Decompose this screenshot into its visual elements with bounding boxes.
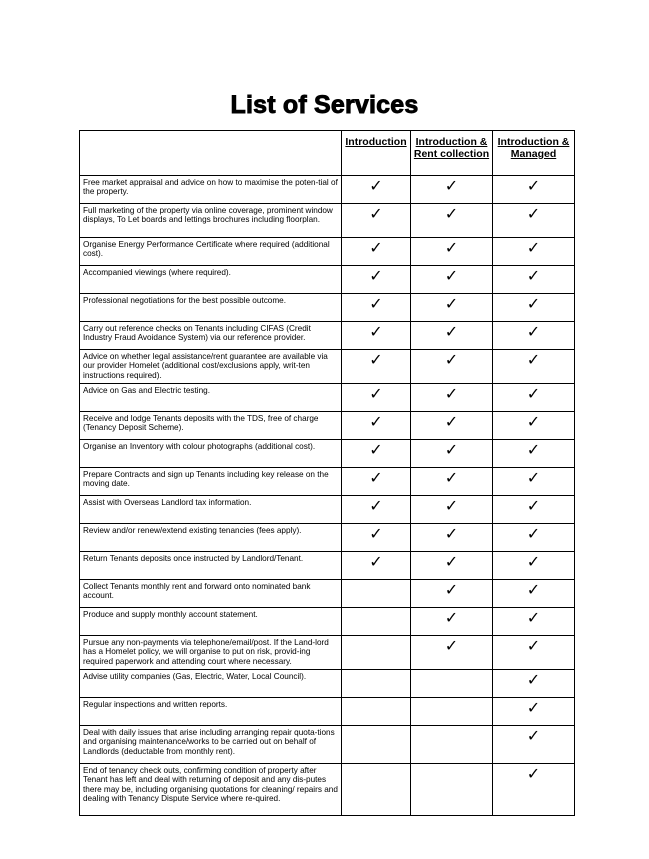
checkmark-icon: ✓ bbox=[342, 204, 411, 238]
service-description: Advise utility companies (Gas, Electric, Water, Local Council). bbox=[80, 670, 342, 698]
empty-cell bbox=[342, 764, 411, 816]
service-description: Organise an Inventory with colour photographs (additional cost). bbox=[80, 440, 342, 468]
checkmark-icon: ✓ bbox=[493, 468, 575, 496]
table-row bbox=[80, 726, 575, 764]
checkmark-icon: ✓ bbox=[493, 580, 575, 608]
service-description: Pursue any non-payments via telephone/email/post. If the Land-lord has a Homelet policy, we will organise to put on risk, provid-ing required paperwork and attending court where necessary. bbox=[80, 636, 342, 670]
service-description: Accompanied viewings (where required). bbox=[80, 266, 342, 294]
service-description: Assist with Overseas Landlord tax information. bbox=[80, 496, 342, 524]
checkmark-icon: ✓ bbox=[493, 294, 575, 322]
checkmark-icon: ✓ bbox=[493, 524, 575, 552]
table-row bbox=[80, 496, 575, 524]
checkmark-icon: ✓ bbox=[493, 636, 575, 670]
checkmark-icon: ✓ bbox=[493, 608, 575, 636]
empty-cell bbox=[411, 670, 493, 698]
services-table bbox=[79, 130, 575, 816]
table-row bbox=[80, 176, 575, 204]
checkmark-icon: ✓ bbox=[342, 552, 411, 580]
checkmark-icon: ✓ bbox=[411, 608, 493, 636]
checkmark-icon: ✓ bbox=[411, 636, 493, 670]
checkmark-icon: ✓ bbox=[411, 294, 493, 322]
checkmark-icon: ✓ bbox=[342, 412, 411, 440]
table-row bbox=[80, 384, 575, 412]
table-row bbox=[80, 580, 575, 608]
checkmark-icon: ✓ bbox=[342, 350, 411, 384]
table-row bbox=[80, 294, 575, 322]
checkmark-icon: ✓ bbox=[342, 468, 411, 496]
checkmark-icon: ✓ bbox=[411, 496, 493, 524]
checkmark-icon: ✓ bbox=[342, 238, 411, 266]
service-description: Review and/or renew/extend existing tenancies (fees apply). bbox=[80, 524, 342, 552]
service-description: Carry out reference checks on Tenants including CIFAS (Credit Industry Fraud Avoidance System) via our reference provider. bbox=[80, 322, 342, 350]
checkmark-icon: ✓ bbox=[411, 204, 493, 238]
checkmark-icon: ✓ bbox=[493, 204, 575, 238]
column-header-introduction: Introduction bbox=[342, 131, 411, 176]
empty-cell bbox=[342, 608, 411, 636]
checkmark-icon: ✓ bbox=[342, 524, 411, 552]
page-title: List of Services bbox=[230, 91, 419, 119]
service-description: Collect Tenants monthly rent and forward onto nominated bank account. bbox=[80, 580, 342, 608]
checkmark-icon: ✓ bbox=[493, 496, 575, 524]
service-description: Full marketing of the property via online coverage, prominent window displays, To Let boards and lettings brochures including floorplan. bbox=[80, 204, 342, 238]
empty-cell bbox=[342, 726, 411, 764]
empty-cell bbox=[411, 764, 493, 816]
checkmark-icon: ✓ bbox=[342, 176, 411, 204]
checkmark-icon: ✓ bbox=[411, 350, 493, 384]
column-header-rent-collection: Introduction & Rent collection bbox=[411, 131, 493, 176]
checkmark-icon: ✓ bbox=[493, 440, 575, 468]
table-row bbox=[80, 670, 575, 698]
checkmark-icon: ✓ bbox=[411, 412, 493, 440]
service-description: Prepare Contracts and sign up Tenants including key release on the moving date. bbox=[80, 468, 342, 496]
checkmark-icon: ✓ bbox=[493, 670, 575, 698]
header-blank-cell bbox=[80, 131, 342, 176]
service-description: Free market appraisal and advice on how to maximise the poten-tial of the property. bbox=[80, 176, 342, 204]
checkmark-icon: ✓ bbox=[493, 384, 575, 412]
table-row bbox=[80, 322, 575, 350]
checkmark-icon: ✓ bbox=[493, 764, 575, 816]
service-description: Return Tenants deposits once instructed by Landlord/Tenant. bbox=[80, 552, 342, 580]
service-description: Receive and lodge Tenants deposits with the TDS, free of charge (Tenancy Deposit Scheme). bbox=[80, 412, 342, 440]
empty-cell bbox=[342, 636, 411, 670]
service-description: Advice on whether legal assistance/rent guarantee are available via our provider Homelet (additional cost/exclusions apply, writ-ten instructions required). bbox=[80, 350, 342, 384]
table-header-row bbox=[80, 131, 575, 176]
checkmark-icon: ✓ bbox=[411, 552, 493, 580]
service-description: Advice on Gas and Electric testing. bbox=[80, 384, 342, 412]
table-row bbox=[80, 350, 575, 384]
table-row bbox=[80, 204, 575, 238]
checkmark-icon: ✓ bbox=[493, 266, 575, 294]
table-row bbox=[80, 266, 575, 294]
checkmark-icon: ✓ bbox=[493, 238, 575, 266]
table-row bbox=[80, 698, 575, 726]
empty-cell bbox=[342, 670, 411, 698]
table-row bbox=[80, 636, 575, 670]
checkmark-icon: ✓ bbox=[342, 322, 411, 350]
table-row bbox=[80, 440, 575, 468]
empty-cell bbox=[411, 726, 493, 764]
checkmark-icon: ✓ bbox=[493, 552, 575, 580]
table-row bbox=[80, 764, 575, 816]
table-row bbox=[80, 552, 575, 580]
service-description: Deal with daily issues that arise including arranging repair quota-tions and organising maintenance/works to be carried out on behalf of Landlords (deductable from monthly rent). bbox=[80, 726, 342, 764]
column-header-managed: Introduction & Managed bbox=[493, 131, 575, 176]
checkmark-icon: ✓ bbox=[342, 440, 411, 468]
table-row bbox=[80, 238, 575, 266]
checkmark-icon: ✓ bbox=[411, 468, 493, 496]
checkmark-icon: ✓ bbox=[493, 698, 575, 726]
checkmark-icon: ✓ bbox=[411, 322, 493, 350]
checkmark-icon: ✓ bbox=[342, 294, 411, 322]
checkmark-icon: ✓ bbox=[411, 440, 493, 468]
checkmark-icon: ✓ bbox=[493, 412, 575, 440]
checkmark-icon: ✓ bbox=[411, 176, 493, 204]
table-row bbox=[80, 412, 575, 440]
checkmark-icon: ✓ bbox=[411, 580, 493, 608]
checkmark-icon: ✓ bbox=[342, 496, 411, 524]
checkmark-icon: ✓ bbox=[493, 726, 575, 764]
checkmark-icon: ✓ bbox=[411, 266, 493, 294]
service-description: End of tenancy check outs, confirming condition of property after Tenant has left and deal with returning of deposit and any dis-putes there may be, including organising quotations for cleaning/ repairs and dealing with Tenancy Dispute Service where re-quired. bbox=[80, 764, 342, 816]
checkmark-icon: ✓ bbox=[411, 384, 493, 412]
checkmark-icon: ✓ bbox=[493, 322, 575, 350]
empty-cell bbox=[342, 580, 411, 608]
checkmark-icon: ✓ bbox=[411, 524, 493, 552]
table-row bbox=[80, 524, 575, 552]
table-row bbox=[80, 468, 575, 496]
service-description: Organise Energy Performance Certificate where required (additional cost). bbox=[80, 238, 342, 266]
table-row bbox=[80, 608, 575, 636]
checkmark-icon: ✓ bbox=[493, 350, 575, 384]
service-description: Professional negotiations for the best possible outcome. bbox=[80, 294, 342, 322]
empty-cell bbox=[342, 698, 411, 726]
checkmark-icon: ✓ bbox=[493, 176, 575, 204]
empty-cell bbox=[411, 698, 493, 726]
service-description: Produce and supply monthly account statement. bbox=[80, 608, 342, 636]
checkmark-icon: ✓ bbox=[342, 266, 411, 294]
checkmark-icon: ✓ bbox=[342, 384, 411, 412]
service-description: Regular inspections and written reports. bbox=[80, 698, 342, 726]
checkmark-icon: ✓ bbox=[411, 238, 493, 266]
